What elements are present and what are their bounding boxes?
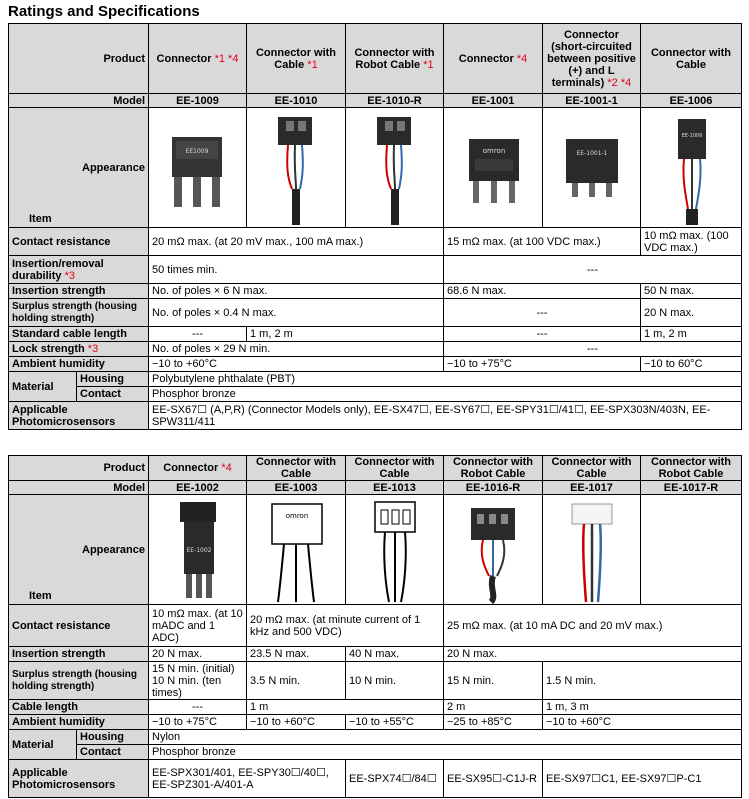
cell-value: −10 to 60°C	[641, 357, 742, 372]
cell-value: ---	[444, 299, 641, 327]
cell-value: 50 times min.	[149, 256, 444, 284]
spec-table-1	[8, 23, 742, 430]
svg-text:omron: omron	[482, 146, 505, 155]
cell-value: No. of poles × 29 N min.	[149, 342, 444, 357]
model-header-label: Model	[9, 481, 149, 495]
cell-value: EE-SPX301/401, EE-SPY30☐/40☐, EE-SPZ301-A/401-A	[149, 760, 346, 798]
row-label: Surplus strength (housing holding strength)	[9, 299, 149, 327]
cell-value: ---	[149, 700, 247, 715]
product-name: Connector *4	[444, 24, 543, 94]
row-label: Contact resistance	[9, 605, 149, 647]
row-label: Lock strength *3	[9, 342, 149, 357]
row-label: Insertion strength	[9, 647, 149, 662]
model-number: EE-1016-R	[444, 481, 543, 495]
cell-value: 15 mΩ max. (at 100 VDC max.)	[444, 228, 641, 256]
row-label: Material	[9, 730, 77, 760]
row-sublabel: Housing	[77, 372, 149, 387]
product-name: Connector *4	[149, 456, 247, 481]
row-sublabel: Contact	[77, 387, 149, 402]
model-number: EE-1017	[543, 481, 641, 495]
cell-value: 20 N max.	[641, 299, 742, 327]
svg-text:omron: omron	[285, 511, 308, 520]
product-image-ee1010r	[346, 108, 444, 228]
cell-value: 2 m	[444, 700, 543, 715]
product-image-ee1010	[247, 108, 346, 228]
cell-value: Phosphor bronze	[149, 387, 742, 402]
product-image-ee1002	[149, 495, 247, 605]
cell-value: 1 m, 3 m	[543, 700, 742, 715]
cell-value: Phosphor bronze	[149, 745, 742, 760]
cell-value: −10 to +60°C	[543, 715, 742, 730]
cell-value: 68.6 N max.	[444, 284, 641, 299]
row-label: Insertion strength	[9, 284, 149, 299]
cell-value: 10 mΩ max. (at 10 mADC and 1 ADC)	[149, 605, 247, 647]
row-label: Contact resistance	[9, 228, 149, 256]
product-image-ee1003	[247, 495, 346, 605]
row-sublabel: Housing	[77, 730, 149, 745]
product-name: Connector with Cable	[346, 456, 444, 481]
model-number: EE-1017-R	[641, 481, 742, 495]
model-number: EE-1013	[346, 481, 444, 495]
cell-value: 1 m, 2 m	[247, 327, 444, 342]
cell-value: 15 N min.	[444, 662, 543, 700]
row-label: Insertion/removal durability *3	[9, 256, 149, 284]
cell-value: 15 N min. (initial) 10 N min. (ten times)	[149, 662, 247, 700]
page-title: Ratings and Specifications	[8, 3, 200, 20]
svg-text:EE1009: EE1009	[185, 147, 208, 155]
cell-value: EE-SX95☐-C1J-R	[444, 760, 543, 798]
product-name: Connector with Robot Cable	[444, 456, 543, 481]
model-number: EE-1001	[444, 94, 543, 108]
cell-value: 50 N max.	[641, 284, 742, 299]
svg-text:EE-1006: EE-1006	[681, 132, 702, 139]
row-label: Applicable Photomicrosensors	[9, 402, 149, 430]
cell-value: 40 N max.	[346, 647, 444, 662]
product-image-ee1017r	[641, 495, 742, 605]
cell-value: Nylon	[149, 730, 742, 745]
spec-table-2	[8, 455, 742, 798]
product-image-ee1016r	[444, 495, 543, 605]
model-number: EE-1001-1	[543, 94, 641, 108]
item-label: Item	[29, 213, 52, 225]
model-number: EE-1006	[641, 94, 742, 108]
cell-value: −10 to +75°C	[444, 357, 641, 372]
model-number: EE-1002	[149, 481, 247, 495]
model-number: EE-1003	[247, 481, 346, 495]
model-number: EE-1010-R	[346, 94, 444, 108]
cell-value: 20 mΩ max. (at minute current of 1 kHz and 500 VDC)	[247, 605, 444, 647]
product-header-label: Product	[9, 456, 149, 481]
svg-text:EE-1001-1: EE-1001-1	[576, 149, 607, 157]
product-image-ee1013	[346, 495, 444, 605]
cell-value: ---	[444, 327, 641, 342]
cell-value: ---	[149, 327, 247, 342]
cell-value: −10 to +60°C	[149, 357, 444, 372]
cell-value: 20 N max.	[444, 647, 742, 662]
product-image-ee1017	[543, 495, 641, 605]
row-label: Material	[9, 372, 77, 402]
cell-value: −10 to +75°C	[149, 715, 247, 730]
row-label: Cable length	[9, 700, 149, 715]
svg-text:EE-1002: EE-1002	[185, 546, 212, 554]
cell-value: 1.5 N min.	[543, 662, 742, 700]
cell-value: EE-SX97☐C1, EE-SX97☐P-C1	[543, 760, 742, 798]
product-name: Connector with Cable	[641, 24, 742, 94]
cell-value: Polybutylene phthalate (PBT)	[149, 372, 742, 387]
row-label: Ambient humidity	[9, 357, 149, 372]
appearance-header-label: Appearance Item	[9, 495, 149, 605]
row-label: Ambient humidity	[9, 715, 149, 730]
product-image-ee1009	[149, 108, 247, 228]
cell-value: EE-SPX74☐/84☐	[346, 760, 444, 798]
cell-value: 10 mΩ max. (100 VDC max.)	[641, 228, 742, 256]
cell-value: ---	[444, 256, 742, 284]
row-label: Surplus strength (housing holding strength)	[9, 662, 149, 700]
cell-value: −10 to +55°C	[346, 715, 444, 730]
cell-value: 20 N max.	[149, 647, 247, 662]
cell-value: EE-SX67☐ (A,P,R) (Connector Models only), EE-SX47☐, EE-SY67☐, EE-SPY31☐/41☐, EE-SPX303N/403N, EE-SPW311/411	[149, 402, 742, 430]
appearance-header-label: Appearance Item	[9, 108, 149, 228]
cell-value: 20 mΩ max. (at 20 mV max., 100 mA max.)	[149, 228, 444, 256]
cell-value: No. of poles × 6 N max.	[149, 284, 444, 299]
row-label: Applicable Photomicrosensors	[9, 760, 149, 798]
product-name: Connector with Cable	[543, 456, 641, 481]
cell-value: 1 m	[247, 700, 444, 715]
product-header-label: Product	[9, 24, 149, 94]
model-header-label: Model	[9, 94, 149, 108]
product-name: Connector *1 *4	[149, 24, 247, 94]
cell-value: 1 m, 2 m	[641, 327, 742, 342]
row-sublabel: Contact	[77, 745, 149, 760]
cell-value: No. of poles × 0.4 N max.	[149, 299, 444, 327]
product-image-ee1001-1	[543, 108, 641, 228]
product-name: Connector with Cable *1	[247, 24, 346, 94]
cell-value: 25 mΩ max. (at 10 mA DC and 20 mV max.)	[444, 605, 742, 647]
cell-value: ---	[444, 342, 742, 357]
cell-value: 23.5 N max.	[247, 647, 346, 662]
cell-value: 3.5 N min.	[247, 662, 346, 700]
row-label: Standard cable length	[9, 327, 149, 342]
cell-value: 10 N min.	[346, 662, 444, 700]
product-image-ee1001	[444, 108, 543, 228]
product-name: Connector (short-circuited between positive (+) and L terminals) *2 *4	[543, 24, 641, 94]
model-number: EE-1010	[247, 94, 346, 108]
product-image-ee1006	[641, 108, 742, 228]
product-name: Connector with Cable	[247, 456, 346, 481]
product-name: Connector with Robot Cable	[641, 456, 742, 481]
model-number: EE-1009	[149, 94, 247, 108]
cell-value: −25 to +85°C	[444, 715, 543, 730]
item-label: Item	[29, 590, 52, 602]
cell-value: −10 to +60°C	[247, 715, 346, 730]
product-name: Connector with Robot Cable *1	[346, 24, 444, 94]
